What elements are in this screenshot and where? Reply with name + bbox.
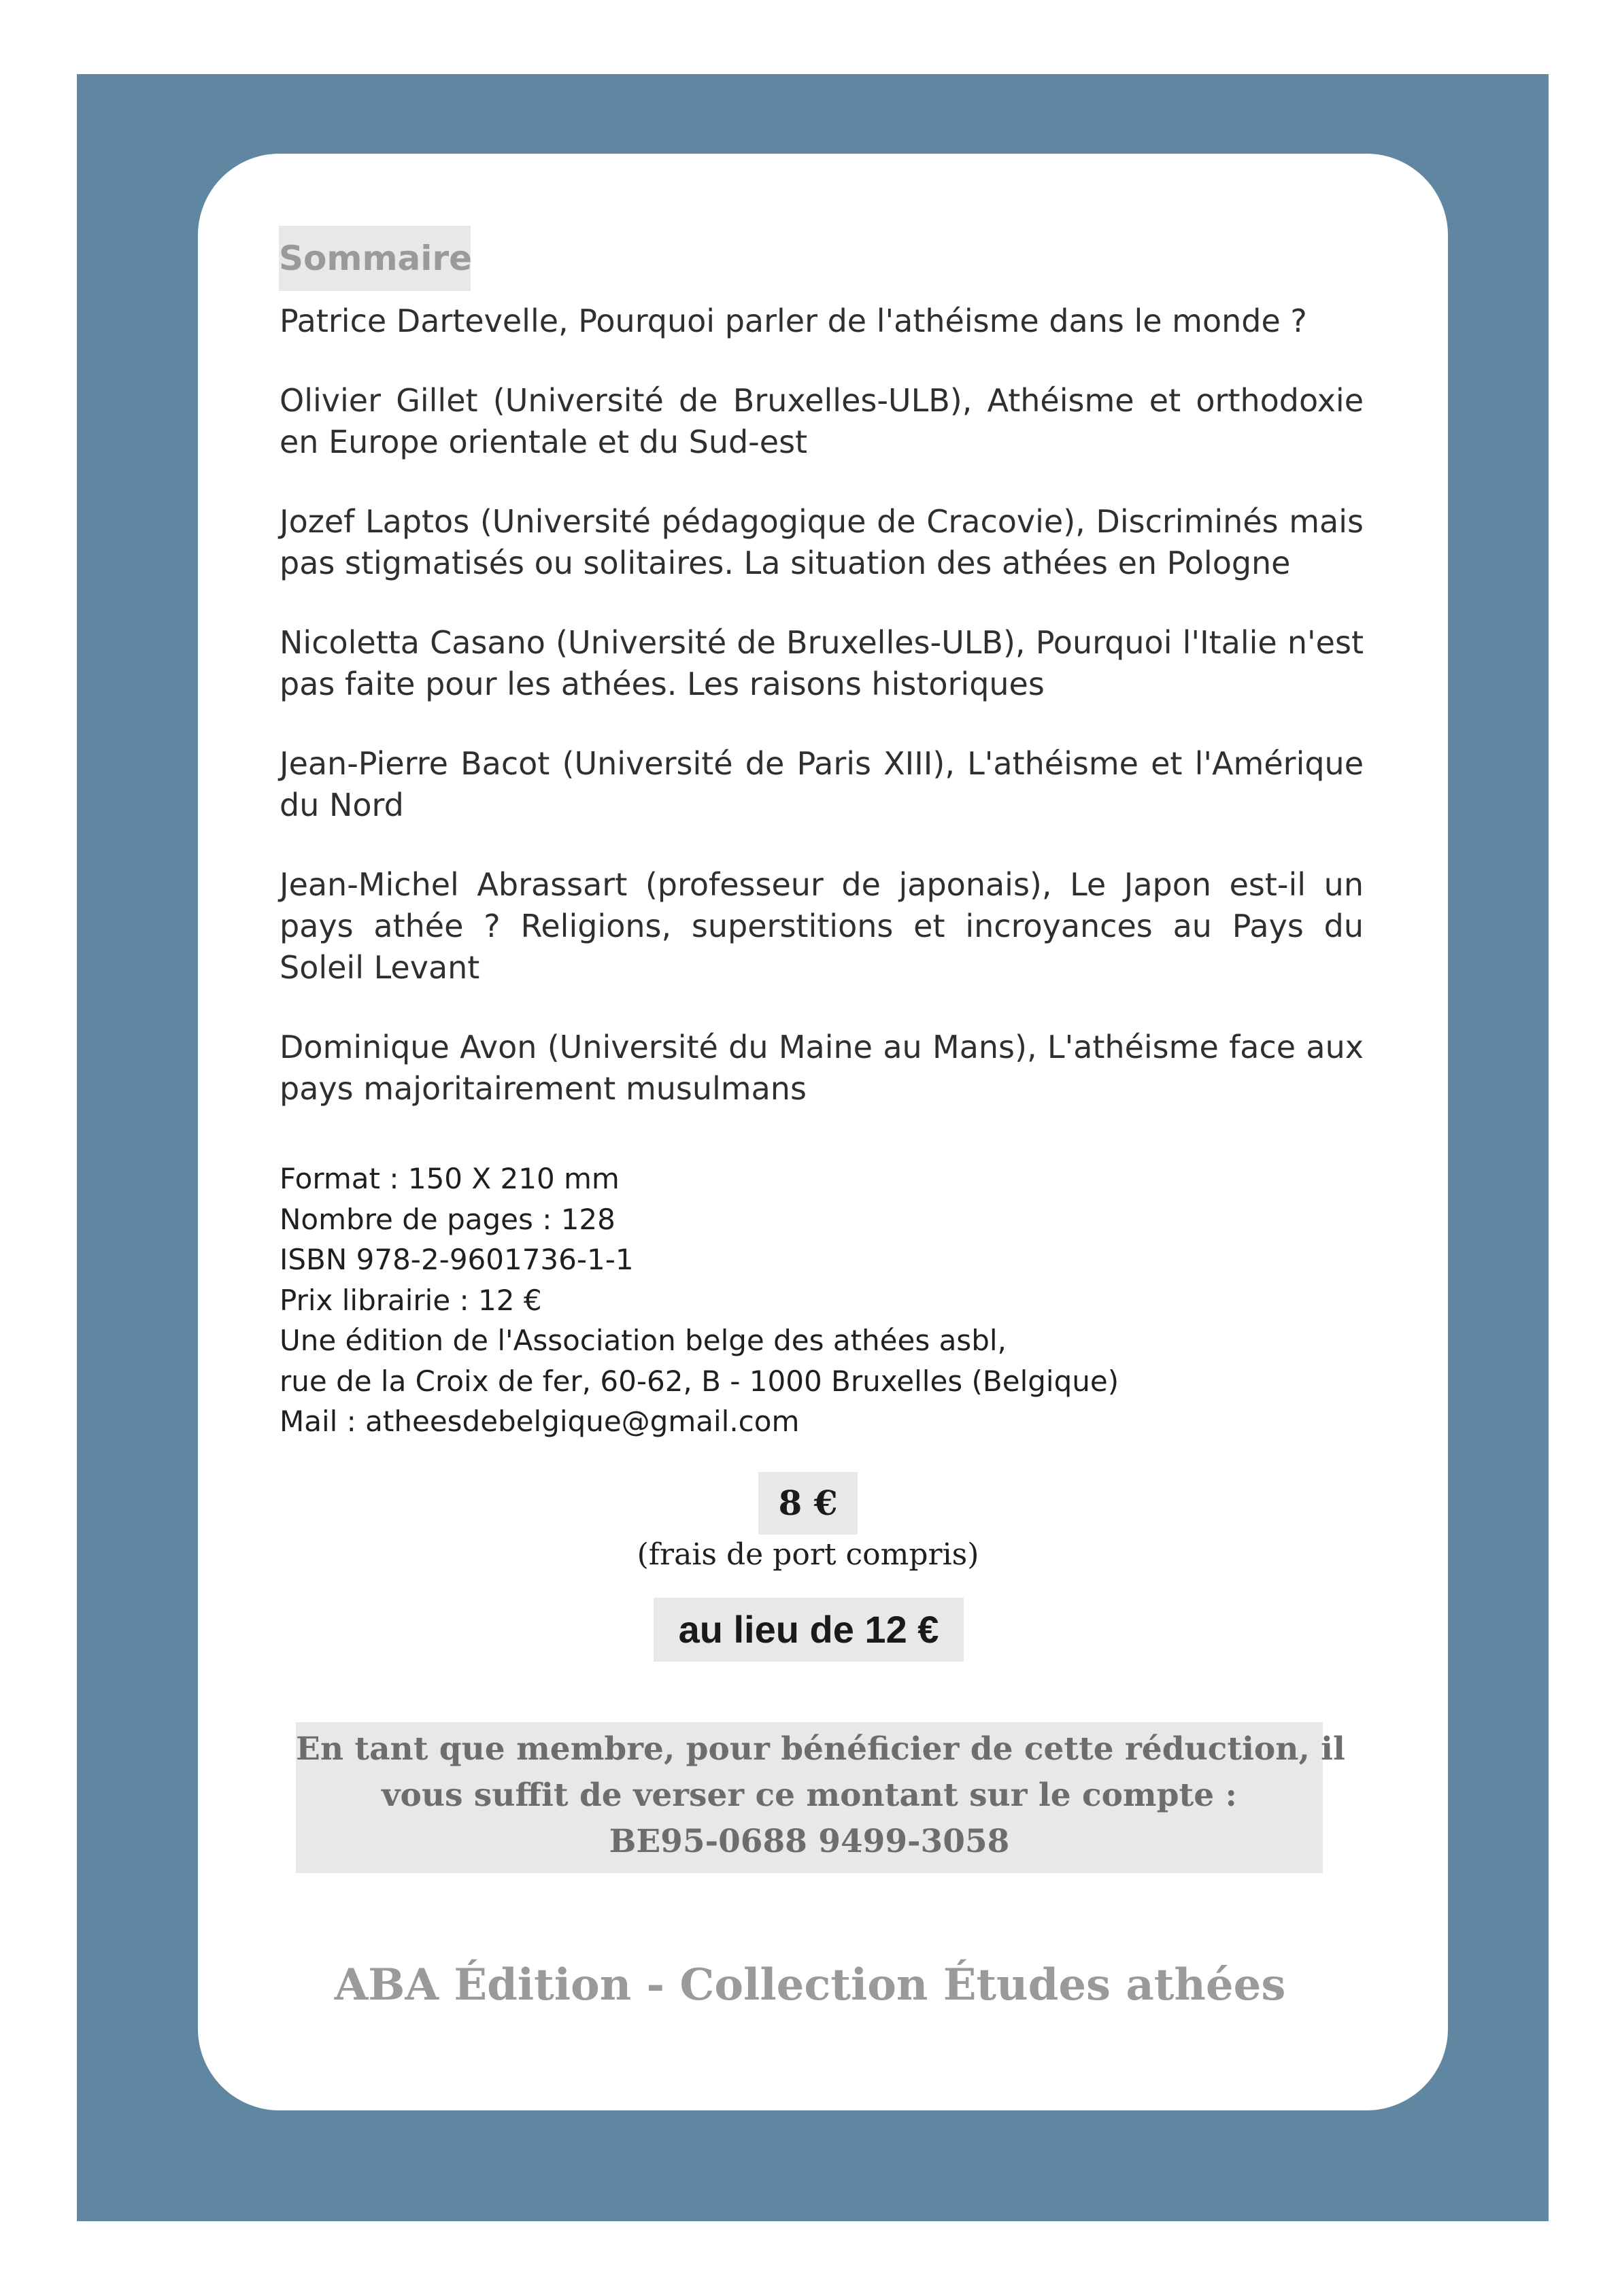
detail-address: rue de la Croix de fer, 60-62, B - 1000 Bruxelles (Belgique) xyxy=(280,1364,1119,1398)
member-notice-line: vous suffit de verser ce montant sur le compte : xyxy=(382,1777,1237,1814)
book-details xyxy=(280,1159,1402,1442)
toc-entry: Dominique Avon (Université du Maine au Mans), L'athéisme face aux pays majoritairement musulmans xyxy=(280,1029,1364,1107)
sommaire-heading: Sommaire xyxy=(279,226,471,291)
detail-format: Format : 150 X 210 mm xyxy=(280,1162,620,1195)
detail-price: Prix librairie : 12 € xyxy=(280,1283,542,1317)
detail-mail: Mail : atheesdebelgique@gmail.com xyxy=(280,1405,800,1438)
toc-entry: Jean-Michel Abrassart (professeur de japonais), Le Japon est-il un pays athée ? Religions, superstitions et incroyances au Pays du Soleil Levant xyxy=(280,866,1364,986)
member-notice-box xyxy=(296,1722,1345,1873)
collection-title: ABA Édition - Collection Études athées xyxy=(334,1959,1286,2010)
detail-pages: Nombre de pages : 128 xyxy=(280,1202,615,1236)
detail-publisher: Une édition de l'Association belge des athées asbl, xyxy=(280,1324,1007,1357)
bank-account-number: BE95-0688 9499-3058 xyxy=(609,1823,1010,1860)
toc-entry: Olivier Gillet (Université de Bruxelles-ULB), Athéisme et orthodoxie en Europe orientale et du Sud-est xyxy=(280,382,1364,460)
detail-isbn: ISBN 978-2-9601736-1-1 xyxy=(280,1243,634,1276)
table-of-contents xyxy=(280,301,1364,1148)
shipping-note: (frais de port compris) xyxy=(637,1537,979,1572)
member-notice-line: En tant que membre, pour bénéficier de cette réduction, il xyxy=(296,1730,1345,1768)
old-price-badge: au lieu de 12 € xyxy=(654,1598,964,1662)
toc-entry: Jean-Pierre Bacot (Université de Paris XIII), L'athéisme et l'Amérique du Nord xyxy=(280,745,1364,823)
toc-entry: Patrice Dartevelle, Pourquoi parler de l'athéisme dans le monde ? xyxy=(280,303,1307,339)
toc-entry: Nicoletta Casano (Université de Bruxelles-ULB), Pourquoi l'Italie n'est pas faite pour les athées. Les raisons historiques xyxy=(280,624,1364,702)
offer-price-badge: 8 € xyxy=(758,1472,858,1535)
toc-entry: Jozef Laptos (Université pédagogique de Cracovie), Discriminés mais pas stigmatisés ou solitaires. La situation des athées en Pologne xyxy=(280,503,1364,581)
